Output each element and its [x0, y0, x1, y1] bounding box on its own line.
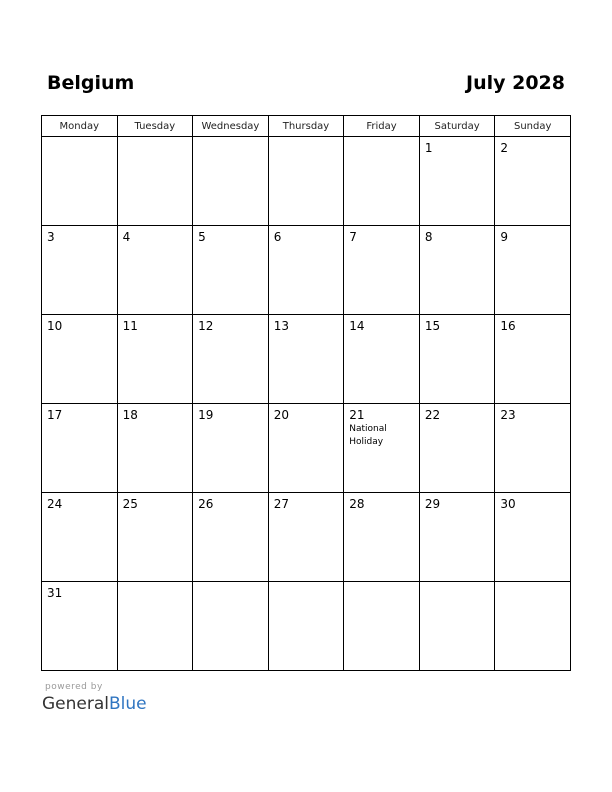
day-cell — [193, 582, 269, 671]
weekday-header: Thursday — [268, 116, 344, 137]
day-number: 6 — [273, 230, 282, 244]
day-number: 22 — [424, 408, 441, 422]
day-cell — [193, 493, 269, 582]
day-cell — [193, 404, 269, 493]
weekday-header: Monday — [42, 116, 118, 137]
weekday-header: Sunday — [495, 116, 571, 137]
day-cell — [268, 315, 344, 404]
day-number: 10 — [47, 319, 63, 333]
day-cell — [117, 226, 193, 315]
day-cell — [344, 404, 420, 493]
day-cell — [268, 137, 344, 226]
day-cell — [495, 137, 571, 226]
day-number: 30 — [500, 497, 516, 511]
weekday-header: Wednesday — [193, 116, 269, 137]
day-number: 25 — [122, 497, 138, 511]
day-cell — [268, 493, 344, 582]
day-cell — [193, 315, 269, 404]
day-number: 14 — [349, 319, 365, 333]
day-number: 26 — [198, 497, 214, 511]
brand-name-blue: Blue — [109, 694, 147, 714]
day-cell — [117, 582, 193, 671]
day-cell — [42, 404, 118, 493]
day-cell — [344, 137, 420, 226]
day-cell — [419, 404, 495, 493]
day-number: 28 — [349, 497, 365, 511]
day-number: 31 — [47, 586, 63, 600]
day-cell — [268, 226, 344, 315]
day-cell — [117, 315, 193, 404]
day-cell — [344, 226, 420, 315]
week-row — [42, 315, 571, 404]
day-cell — [42, 493, 118, 582]
day-number: 16 — [500, 319, 516, 333]
day-number: 27 — [273, 497, 289, 511]
day-number: 17 — [47, 408, 63, 422]
day-number: 23 — [500, 408, 516, 422]
holiday-label: National Holiday — [349, 424, 387, 447]
week-row — [42, 226, 571, 315]
weekday-header: Tuesday — [117, 116, 193, 137]
day-cell — [419, 315, 495, 404]
day-cell — [495, 315, 571, 404]
day-cell — [193, 137, 269, 226]
day-cell — [42, 582, 118, 671]
day-cell — [344, 493, 420, 582]
day-cell — [117, 404, 193, 493]
day-cell — [419, 493, 495, 582]
week-row — [42, 137, 571, 226]
week-row — [42, 493, 571, 582]
day-number: 1 — [424, 141, 433, 155]
weekday-header: Saturday — [419, 116, 495, 137]
country-title: Belgium — [47, 72, 135, 94]
day-cell — [495, 226, 571, 315]
day-number: 13 — [273, 319, 289, 333]
day-cell — [495, 582, 571, 671]
day-number: 9 — [500, 230, 509, 244]
day-cell — [344, 582, 420, 671]
day-number: 2 — [500, 141, 509, 155]
day-cell — [419, 137, 495, 226]
day-number: 8 — [424, 230, 433, 244]
day-cell — [495, 404, 571, 493]
brand-logo[interactable] — [42, 693, 147, 715]
day-cell — [268, 404, 344, 493]
day-number: 15 — [424, 319, 441, 333]
day-number: 29 — [424, 497, 441, 511]
day-cell — [193, 226, 269, 315]
day-cell — [117, 493, 193, 582]
month-title: July 2028 — [466, 72, 565, 94]
day-cell — [419, 226, 495, 315]
day-number: 18 — [122, 408, 138, 422]
week-row — [42, 404, 571, 493]
week-row — [42, 582, 571, 671]
weekday-header: Friday — [344, 116, 420, 137]
weekday-header-row — [42, 116, 571, 137]
brand-name-general: General — [42, 694, 109, 714]
day-number: 12 — [198, 319, 214, 333]
day-cell — [344, 315, 420, 404]
day-cell — [495, 493, 571, 582]
day-number: 5 — [198, 230, 206, 244]
day-number: 20 — [273, 408, 289, 422]
day-number: 24 — [47, 497, 63, 511]
day-number: 21 — [349, 408, 365, 422]
day-cell — [42, 226, 118, 315]
day-number: 3 — [47, 230, 55, 244]
calendar-grid — [41, 115, 571, 671]
day-number: 11 — [122, 319, 138, 333]
day-cell — [117, 137, 193, 226]
day-cell — [42, 315, 118, 404]
day-number: 19 — [198, 408, 214, 422]
day-cell — [42, 137, 118, 226]
powered-by-text: powered by — [45, 682, 103, 692]
day-cell — [268, 582, 344, 671]
day-number: 4 — [122, 230, 131, 244]
day-cell — [419, 582, 495, 671]
day-number: 7 — [349, 230, 357, 244]
